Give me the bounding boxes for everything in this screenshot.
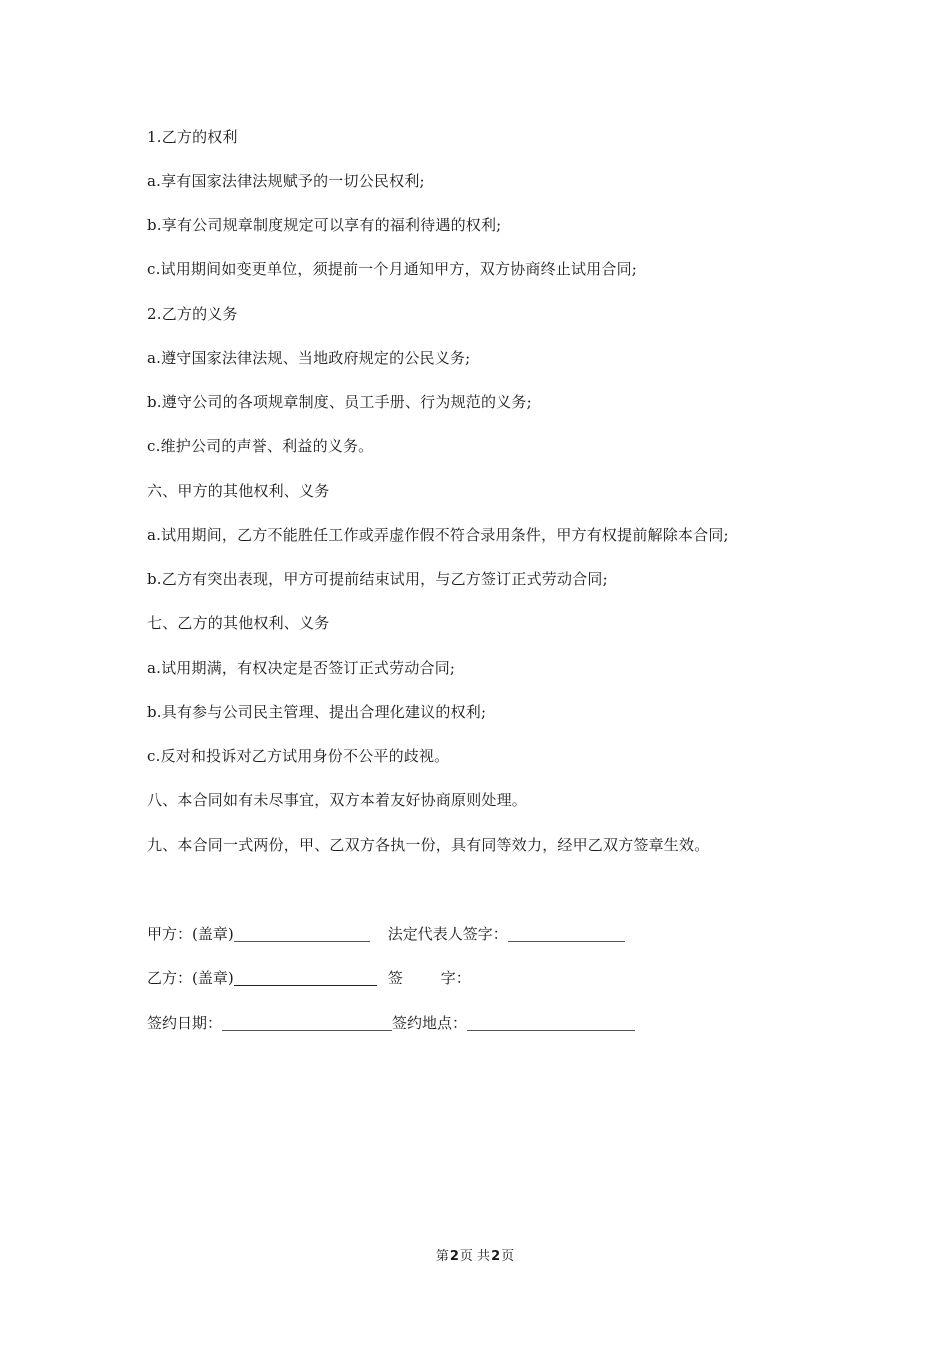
party-a-seal-label: 甲方：(盖章) [147,925,234,943]
footer-prefix: 第 [435,1249,449,1264]
footer-suffix: 页 [501,1249,515,1264]
footer-total-pages: 2 [491,1249,501,1264]
footer-middle: 页 共 [459,1249,491,1264]
footer-current-page: 2 [449,1249,459,1264]
section-heading-6: 六、甲方的其他权利、义务 [147,482,330,500]
signature-row-party-a [147,924,625,944]
signature-row-date-place [147,1013,635,1033]
sign-place-label: 签约地点： [392,1014,468,1032]
party-b-seal-label: 乙方：(盖章) [147,969,234,987]
clause-item: a.享有国家法律法规赋予的一切公民权利; [147,172,425,190]
section-heading-9: 九、本合同一式两份，甲、乙双方各执一份，具有同等效力，经甲乙双方签章生效。 [147,836,710,854]
clause-item: c.反对和投诉对乙方试用身份不公平的歧视。 [147,747,450,765]
clause-item: c.维护公司的声誉、利益的义务。 [147,437,374,455]
clause-item: b.享有公司规章制度规定可以享有的福利待遇的权利; [147,216,502,234]
sign-date-blank[interactable] [222,1016,392,1031]
clause-item: a.遵守国家法律法规、当地政府规定的公民义务; [147,349,471,367]
signature-row-party-b [147,968,471,988]
legal-rep-signature-label: 法定代表人签字： [387,925,508,943]
page-footer [0,1249,950,1265]
clause-item: b.乙方有突出表现，甲方可提前结束试用，与乙方签订正式劳动合同; [147,570,608,588]
sign-place-blank[interactable] [467,1016,635,1031]
party-b-seal-blank[interactable] [234,971,377,986]
clause-item: a.试用期满，有权决定是否签订正式劳动合同; [147,659,456,677]
clause-item: b.遵守公司的各项规章制度、员工手册、行为规范的义务; [147,393,532,411]
clause-heading-party-b-rights: 1.乙方的权利 [147,128,238,146]
section-heading-7: 七、乙方的其他权利、义务 [147,614,330,632]
sign-date-label: 签约日期： [147,1014,223,1032]
clause-item: a.试用期间，乙方不能胜任工作或弄虚作假不符合录用条件，甲方有权提前解除本合同; [147,526,729,544]
clause-item: c.试用期间如变更单位，须提前一个月通知甲方，双方协商终止试用合同; [147,260,638,278]
clause-heading-party-b-duties: 2.乙方的义务 [147,305,238,323]
sign-label-char-2: 字： [440,969,471,987]
sign-label-char-1: 签 [387,969,403,987]
section-heading-8: 八、本合同如有未尽事宜，双方本着友好协商原则处理。 [147,791,528,809]
party-a-seal-blank[interactable] [234,927,370,942]
clause-item: b.具有参与公司民主管理、提出合理化建议的权利; [147,703,487,721]
legal-rep-signature-blank[interactable] [508,927,625,942]
